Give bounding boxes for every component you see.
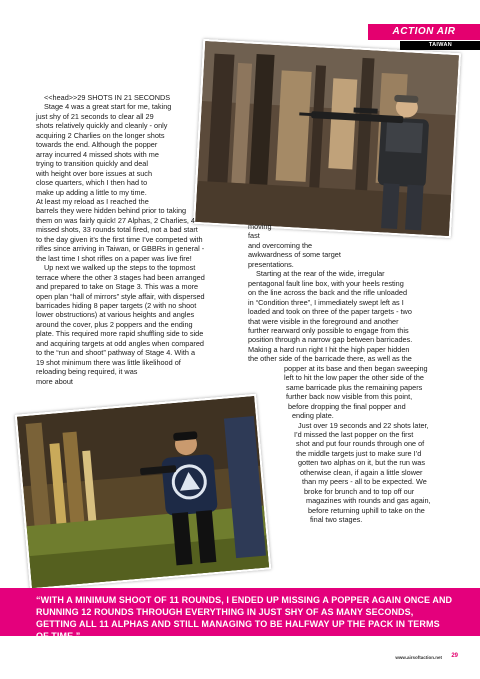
shooter-with-pistol-photo — [15, 394, 271, 590]
article-line: acquiring 2 Charlies on the longer shots — [36, 130, 165, 140]
article-line: Starting at the rear of the wide, irregular — [256, 269, 385, 279]
article-line: to the “run and shoot” pathway of Stage 4. With a — [36, 348, 196, 358]
section-subheader: TAIWAN — [400, 41, 480, 50]
article-left-column — [36, 93, 241, 386]
article-line: more about — [36, 376, 73, 386]
article-line: rifles since arriving in Taiwan, or GBBRs in general - — [36, 244, 205, 254]
article-line: further back now visible from this point, — [286, 392, 413, 402]
article-line: the other side of the barricade there, as well as the — [248, 354, 412, 364]
article-line: plate. This required more rapid shuffling side to side — [36, 329, 204, 339]
article-line: before returning uphill to take on the — [308, 505, 425, 515]
article-line: presentations. — [248, 259, 294, 269]
article-line: the middle targets just to make sure I’d — [296, 448, 422, 458]
article-line: on the line across the back and the rifle unloaded — [248, 288, 408, 298]
article-line: moving — [248, 222, 272, 231]
article-line: barricades hiding 8 paper targets (2 with no shoot — [36, 300, 197, 310]
article-line: barrels they were hidden behind prior to taking — [36, 206, 187, 216]
article-line: make up adding a little to my time. — [36, 187, 147, 197]
article-line: in “Condition three”, I immediately swept left as I — [248, 297, 404, 307]
section-header: ACTION AIR — [368, 24, 480, 40]
website-url: www.airsoftaction.net — [395, 655, 442, 660]
article-line: with height over bore issues at such — [36, 168, 153, 178]
article-line: the last time I shot rifles on a paper was live fire! — [36, 253, 192, 263]
article-line: magazines with rounds and gas again, — [306, 496, 431, 506]
article-line: Stage 4 was a great start for me, taking — [44, 102, 172, 112]
article-line: further rearward only possible to engage from this — [248, 325, 409, 335]
article-line: final two stages. — [310, 515, 363, 525]
article-line: shots relatively quickly and cleanly - only — [36, 121, 168, 131]
article-line: and overcoming the — [248, 240, 313, 250]
article-line: reloading being required, it was — [36, 367, 138, 377]
article-line: loaded and took on three of the paper targets - two — [248, 307, 412, 317]
article-line: before dropping the final popper and — [288, 401, 406, 411]
article-line: ending plate. — [292, 411, 334, 421]
article-line: to the day given it’s the first time I’ve competed with — [36, 234, 203, 244]
article-right-column — [248, 222, 458, 525]
article-line: popper at its base and then began sweeping — [284, 363, 428, 373]
article-line: missed shots, 33 rounds total fired, not a bad start — [36, 225, 198, 235]
article-line: towards the end. Although the popper — [36, 140, 158, 150]
article-line: trying to transition quickly and deal — [36, 159, 148, 169]
article-line: array incurred 4 missed shots with me — [36, 149, 159, 159]
article-line: that were visible in the foreground and another — [248, 316, 399, 326]
article-line: Just over 19 seconds and 22 shots later, — [298, 420, 429, 430]
article-line: around the cover, plus 2 poppers and the ending — [36, 319, 193, 329]
article-line: 19 shot minimum there was little likelihood of — [36, 357, 181, 367]
article-line: close quarters, which I then had to — [36, 178, 148, 188]
article-line: otherwise clean, if again a little slower — [300, 467, 423, 477]
page-number: 29 — [451, 653, 458, 659]
article-line: left to hit the low paper the other side of the — [284, 373, 424, 383]
article-line: At least my reload as I reached the — [36, 196, 149, 206]
article-line: same barricade plus the remaining papers — [286, 382, 423, 392]
article-line: Up next we walked up the steps to the topmost — [44, 263, 196, 273]
article-line: awkwardness of some target — [248, 250, 341, 260]
article-line: them on was fairly quick! 27 Alphas, 2 Charlies, 4 — [36, 215, 195, 225]
article-line: broke for brunch and to top off our — [304, 486, 415, 496]
article-line: pentagonal fault line box, with your heels resting — [248, 278, 404, 288]
article-line: I’d missed the last popper on the first — [294, 429, 414, 439]
article-line: than my peers - all to be expected. We — [302, 477, 427, 487]
article-line: gotten two alphas on it, but the run was — [298, 458, 425, 468]
article-line: fast — [248, 231, 260, 241]
article-line: lower obstructions) at various heights and angles — [36, 310, 195, 320]
article-line: Making a hard run right I hit the high paper hidden — [248, 344, 410, 354]
pull-quote: “WITH A MINIMUM SHOOT OF 11 ROUNDS, I ENDED UP MISSING A POPPER AGAIN ONCE AND RUNNING 12 ROUNDS THROUGH EVERYTHING IN JUST SHY OF AS MANY SECONDS, GETTING ALL 11 ALPHAS AND STILL MANAGING TO BE HALFWAY UP THE PACK IN TERMS OF TIME.” — [0, 588, 480, 636]
article-line: position through a narrow gap between barricades. — [248, 335, 413, 345]
article-line: <<head>>29 SHOTS IN 21 SECONDS — [44, 93, 171, 102]
article-line: shot and put four rounds through one of — [296, 439, 425, 449]
article-line: open plan “hall of mirrors” style affair, with dispersed — [36, 291, 205, 301]
article-line: and prepared to take on Stage 3. This was a more — [36, 282, 199, 292]
article-line: terrace where the other 3 stages had been arranged — [36, 272, 205, 282]
article-line: and acquiring targets at odd angles when compared — [36, 338, 204, 348]
article-line: just shy of 21 seconds to clear all 29 — [36, 111, 154, 121]
